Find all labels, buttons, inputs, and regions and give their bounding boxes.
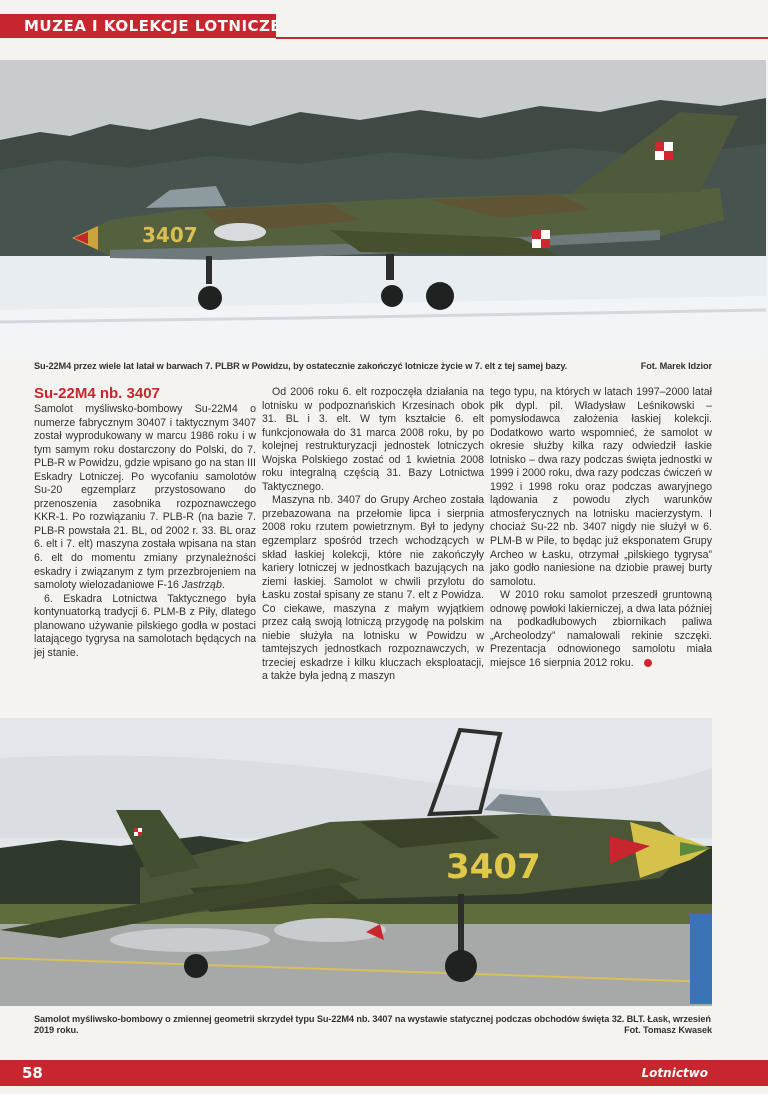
caption-bottom: [34, 1014, 712, 1036]
header-rule: [276, 37, 768, 39]
photo-su22-snow-image: [0, 60, 766, 357]
caption-top-credit: Fot. Marek Idzior: [640, 361, 712, 371]
caption-bottom-credit: Fot. Tomasz Kwasek: [624, 1025, 712, 1035]
section-title: MUZEA I KOLEKCJE LOTNICZE: [24, 17, 282, 35]
caption-top: [34, 361, 712, 371]
col2-paragraph-1: Od 2006 roku 6. elt rozpoczęła działania na lotnisku w podpoznańskich Krzesinach obok 31. BL i 3. elt. W tym kształcie 6. elt funkcjonowała do 31 marca 2008 roku, by po kolejnej restrukturyzacji jednostek lotniczych Wojska Polskiego zostać od 1 kwietnia 2008 roku integralną częścią 31. Bazy Lotnictwa Taktycznego.: [262, 386, 484, 493]
photo-top-tail-number: 3407: [142, 223, 198, 247]
col1-paragraph-1-end: .: [221, 579, 225, 592]
col1-paragraph-1-text: Samolot myśliwsko-bombowy Su-22M4 o numerze fabrycznym 30407 i taktycznym 3407 został wyprodukowany w marcu 1986 roku i w tym samym roku dostarczony do Polski, do 7. PLB-R w Powidzu, gdzie wpisano go na stan III Eskadry Lotniczej. Po wycofaniu samolotów Su-20 egzemplarz przystosowano do przenoszenia zasobnika rozpoznawczego KKR-1. Po rozwiązaniu 7. PLB-R (na bazie 7. PLB-R powstała 21. BL, od 2002 r. 33. BL oraz 6. elt i 7. elt) maszyna została wpisana na stan 6. elt do momentu zmiany przynależności eskadry i związanym z tym przezbrojeniem na samoloty wielozadaniowe F-16: [34, 403, 256, 592]
article-column-2: [262, 386, 484, 684]
col3-paragraph-2-text: W 2010 roku samolot przeszedł gruntowną odnowę powłoki lakierniczej, a dwa lata później na podkadłubowych zbiornikach paliwa „Archeolodzy” namalowali rekinie szczęki. Prezentacja odnowionego samolotu miała miejsce 16 sierpnia 2012 roku.: [490, 589, 712, 669]
end-of-article-dot: [644, 659, 652, 667]
photo-su22-static: [0, 718, 712, 1006]
page-number: 58: [22, 1064, 43, 1082]
col3-paragraph-2: [490, 589, 712, 670]
photo-bottom-tail-number: 3407: [446, 847, 541, 887]
article-column-1: [34, 386, 256, 660]
magazine-logo: Lotnictwo: [641, 1066, 708, 1080]
article-column-3: [490, 386, 712, 670]
col1-italic-name: Jastrząb: [181, 579, 222, 592]
col1-paragraph-1: [34, 403, 256, 593]
col3-paragraph-1: tego typu, na których w latach 1997–2000 latał płk dypl. pil. Władysław Leśnikowski – pomysłodawca założenia łaskiej kolekcji. Dodatkowo warto wspomnieć, że samolot w okresie służby kilka razy odwiedził łaskie lotnisko – dwa razy podczas święta jednostki w 1999 i 2000 roku, dwa razy podczas ćwiczeń w 1992 i 1998 roku oraz podczas awaryjnego lądowania z powodu złych warunków atmosferycznych na lotnisku macierzystym. I chociaż Su-22 nb. 3407 nigdy nie służył w 6. PLM-B w Pile, to będąc już eksponatem Grupy Archeo w Łasku, otrzymał „pilskiego tygrysa” jako godło naniesione na dziobie prawej burty samolotu.: [490, 386, 712, 588]
article-title: Su-22M4 nb. 3407: [34, 385, 160, 402]
caption-top-text: Su-22M4 przez wiele lat latał w barwach 7. PLBR w Powidzu, by ostatecznie zakończyć lotnicze życie w 7. elt z tej samej bazy.: [34, 361, 568, 371]
col1-paragraph-2: 6. Eskadra Lotnictwa Taktycznego była kontynuatorką tradycji 6. PLM-B z Piły, dlatego planowano używanie pilskiego godła w postaci latającego tygrysa na samolotach będących na jej stanie.: [34, 592, 256, 659]
caption-bottom-text: Samolot myśliwsko-bombowy o zmiennej geometrii skrzydeł typu Su-22M4 nb. 3407 na wystawie statycznej podczas obchodów święta 32. BLT. Łask, wrzesień 2019 roku.: [34, 1014, 711, 1035]
photo-su22-snow: [0, 60, 766, 357]
photo-su22-static-image: [0, 718, 712, 1006]
col2-paragraph-2: Maszyna nb. 3407 do Grupy Archeo została przebazowana na przełomie lipca i sierpnia 2008 roku rzutem powietrznym. Był to jedyny egzemplarz spośród trzech wchodzących w skład łaskiej kolekcji, które nie zakończyły kariery lotniczej w jednostkach bazujących na ziemi łaskiej. Samolot w chwili przylotu do Łasku został spisany ze stanu 7. elt z Powidza. Co ciekawe, maszyna z małym wyjątkiem przez całą swoją lotniczą przygodę na polskim niebie służyła na lotnisku w Powidzu w tamtejszych jednostkach rozpoznawczych, w trzeciej eskadrze i kilku kluczach eksploatacji, a także była jedną z maszyn: [262, 494, 484, 683]
